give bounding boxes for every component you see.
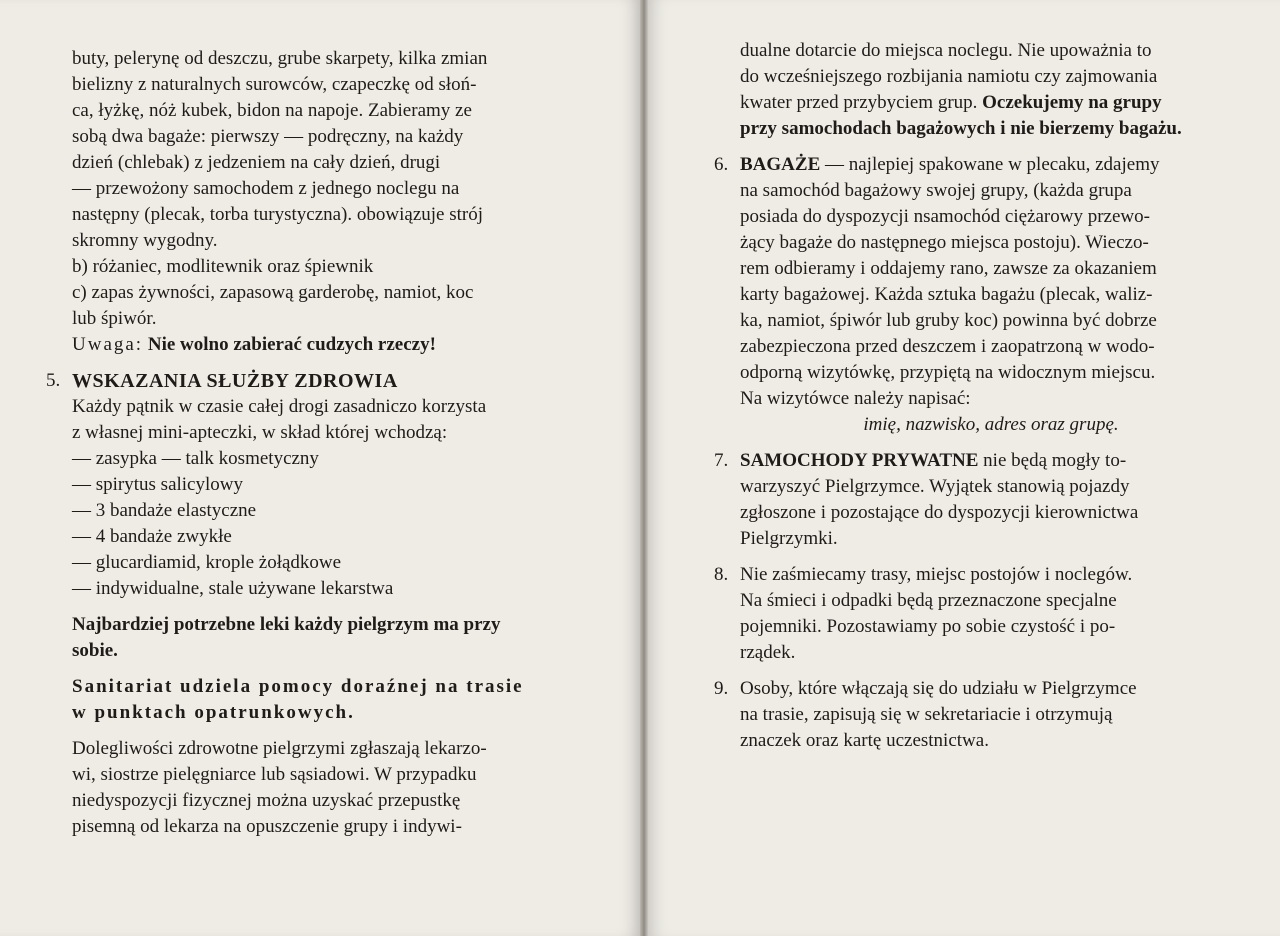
section-title: WSKAZANIA SŁUŻBY ZDROWIA <box>72 370 398 392</box>
sanitariat-note <box>72 674 574 726</box>
uwaga-label: Uwaga: <box>72 334 144 355</box>
text-line: wi, siostrze pielęgniarce lub sąsiadowi. W przypadku <box>72 764 477 785</box>
text-line: Pielgrzymki. <box>740 528 838 549</box>
text-line: odporną wizytówkę, przypiętą na widocznym miejscu. <box>740 362 1156 383</box>
section-number: 5. <box>46 370 61 391</box>
section-number: 8. <box>714 564 729 585</box>
text-line: sobą dwa bagaże: pierwszy — podręczny, na każdy <box>72 126 464 147</box>
bold-text: przy samochodach bagażowych i nie bierzemy bagażu. <box>740 118 1182 139</box>
text-line: na samochód bagażowy swojej grupy, (każda grupa <box>740 180 1132 201</box>
text-line: Sanitariat udziela pomocy doraźnej na trasie <box>72 676 524 697</box>
text-line: dualne dotarcie do miejsca noclegu. Nie upoważnia to <box>740 40 1152 61</box>
text-line: rem odbieramy i oddajemy rano, zawsze za okazaniem <box>740 258 1157 279</box>
text-line: Nie zaśmiecamy trasy, miejsc postojów i noclegów. <box>740 564 1133 585</box>
text-line: żący bagaże do następnego miejsca postoju). Wieczo- <box>740 232 1149 253</box>
text-line: Na śmieci i odpadki będą przeznaczone specjalne <box>740 590 1117 611</box>
left-column <box>46 46 574 840</box>
text-line: zabezpieczona przed deszczem i zaopatrzoną w wodo- <box>740 336 1155 357</box>
section-title: BAGAŻE <box>740 154 821 175</box>
text-line: Każdy pątnik w czasie całej drogi zasadniczo korzysta <box>72 396 487 417</box>
list-item: — 3 bandaże elastyczne <box>72 500 257 521</box>
list-item: — spirytus salicylowy <box>72 474 243 495</box>
text-line: — przewożony samochodem z jednego noclegu na <box>72 178 460 199</box>
text-line: ka, namiot, śpiwór lub gruby koc) powinna być dobrze <box>740 310 1157 331</box>
italic-line: imię, nazwisko, adres oraz grupę. <box>863 414 1119 435</box>
text-line: ca, łyżkę, nóż kubek, bidon na napoje. Zabieramy ze <box>72 100 472 121</box>
text-line: lub śpiwór. <box>72 308 157 329</box>
uwaga-text: Nie wolno zabierać cudzych rzeczy! <box>147 334 436 355</box>
text-line: pojemniki. Pozostawiamy po sobie czystość i po- <box>740 616 1116 637</box>
text-line: skromny wygodny. <box>72 230 218 251</box>
text-line: nie będą mogły to- <box>983 450 1127 471</box>
text-line: na trasie, zapisują się w sekretariacie i otrzymują <box>740 704 1113 725</box>
uwaga-note <box>72 332 574 358</box>
text-line: niedyspozycji fizycznej można uzyskać przepustkę <box>72 790 461 811</box>
text-line: bielizny z naturalnych surowców, czapeczkę od słoń- <box>72 74 477 95</box>
text-line: Na wizytówce należy napisać: <box>740 388 971 409</box>
section-7 <box>714 448 1242 552</box>
text-line: następny (plecak, torba turystyczna). obowiązuje strój <box>72 204 483 225</box>
section-number: 7. <box>714 450 729 471</box>
section-5-intro <box>72 394 574 446</box>
text-line: w punktach opatrunkowych. <box>72 702 355 723</box>
list-item: — 4 bandaże zwykłe <box>72 526 232 547</box>
section-9 <box>714 676 1242 754</box>
text-line: karty bagażowej. Każda sztuka bagażu (plecak, waliz- <box>740 284 1153 305</box>
item-b: b) różaniec, modlitewnik oraz śpiewnik <box>72 256 374 277</box>
text-line: dzień (chlebak) z jedzeniem na cały dzień, drugi <box>72 152 441 173</box>
text-line: Dolegliwości zdrowotne pielgrzymi zgłaszają lekarzo- <box>72 738 487 759</box>
list-item: — zasypka — talk kosmetyczny <box>72 448 319 469</box>
text-line: buty, pelerynę od deszczu, grube skarpety, kilka zmian <box>72 48 488 69</box>
continuation-paragraph <box>740 38 1242 142</box>
text-line: z własnej mini-apteczki, w skład której wchodzą: <box>72 422 448 443</box>
kit-list <box>72 446 574 602</box>
text-line: pisemną od lekarza na opuszczenie grupy i indywi- <box>72 816 462 837</box>
text-line: rządek. <box>740 642 796 663</box>
section-8 <box>714 562 1242 666</box>
section-number: 9. <box>714 678 729 699</box>
right-page <box>648 0 1280 936</box>
bold-note <box>72 612 574 664</box>
text-line: sobie. <box>72 640 118 661</box>
book-gutter <box>640 0 648 936</box>
final-paragraph <box>72 736 574 840</box>
section-number: 6. <box>714 154 729 175</box>
text-line: posiada do dyspozycji nsamochód ciężarowy przewo- <box>740 206 1150 227</box>
intro-paragraph <box>72 46 574 254</box>
text-line: Najbardziej potrzebne leki każdy pielgrzym ma przy <box>72 614 501 635</box>
text-line: do wcześniejszego rozbijania namiotu czy zajmowania <box>740 66 1158 87</box>
text-line: — najlepiej spakowane w plecaku, zdajemy <box>825 154 1160 175</box>
section-title: SAMOCHODY PRYWATNE <box>740 450 979 471</box>
text-line: kwater przed przybyciem grup. <box>740 92 978 113</box>
text-line: Osoby, które włączają się do udziału w Pielgrzymce <box>740 678 1137 699</box>
text-line: warzyszyć Pielgrzymce. Wyjątek stanowią pojazdy <box>740 476 1130 497</box>
section-6 <box>714 152 1242 438</box>
text-line: zgłoszone i pozostające do dyspozycji kierownictwa <box>740 502 1139 523</box>
list-item: — indywidualne, stale używane lekarstwa <box>72 578 394 599</box>
item-c <box>72 280 574 332</box>
section-5 <box>46 368 574 394</box>
text-line: znaczek oraz kartę uczestnictwa. <box>740 730 989 751</box>
list-item: — glucardiamid, krople żołądkowe <box>72 552 342 573</box>
right-column <box>714 38 1242 754</box>
text-line: c) zapas żywności, zapasową garderobę, namiot, koc <box>72 282 474 303</box>
bold-text: Oczekujemy na grupy <box>982 92 1162 113</box>
